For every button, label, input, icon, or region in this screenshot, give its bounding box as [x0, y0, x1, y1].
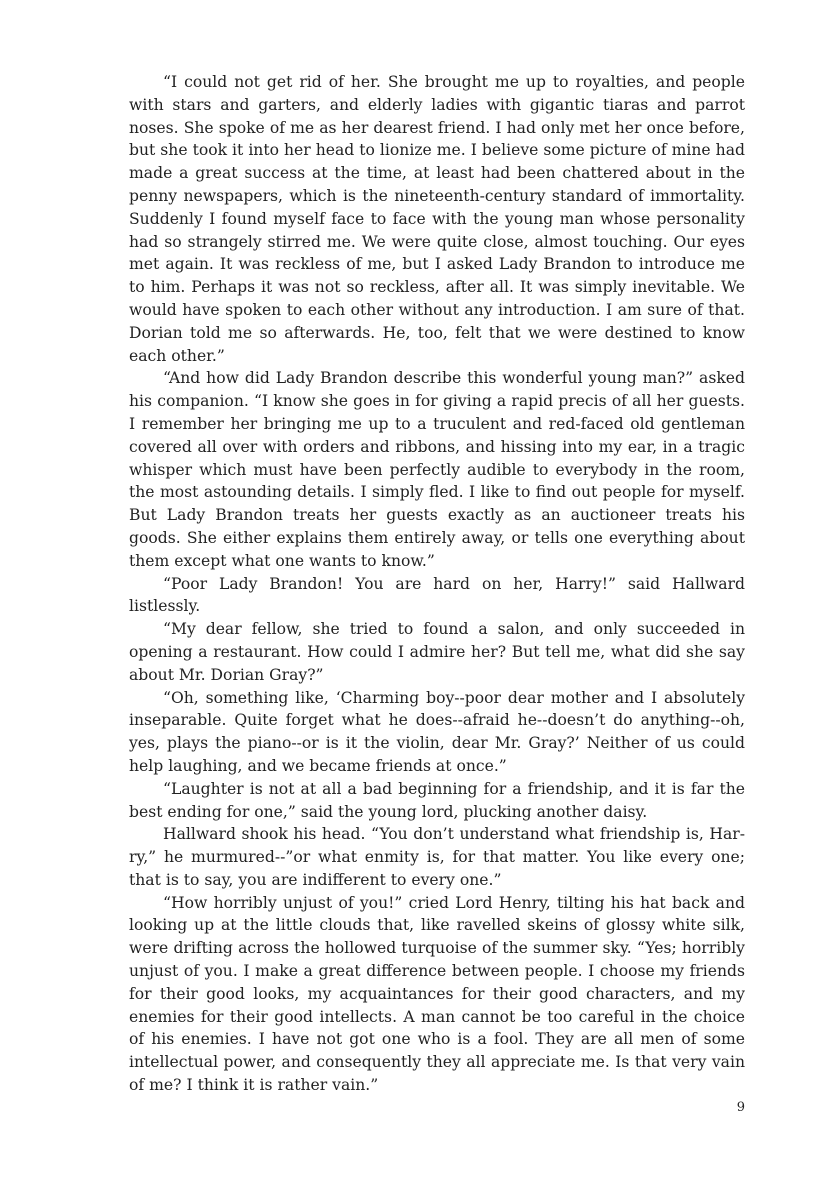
paragraph: Hallward shook his head. “You don’t understand what friendship is, Harry,” he murmured--”or what enmity is, for that matter. You like every one; that is to say, you are indifferent to every one.” [129, 825, 745, 889]
paragraph: “Laughter is not at all a bad beginning for a friendship, and it is far the best ending for one,” said the young lord, plucking another daisy. [129, 779, 745, 821]
page-number: 9 [736, 1100, 745, 1115]
paragraph: “Poor Lady Brandon! You are hard on her, Harry!” said Hallward listlessly. [129, 574, 745, 616]
paragraph: “How horribly unjust of you!” cried Lord Henry, tilting his hat back and looking up at the little clouds that, like ravelled skeins of glossy white silk, were drifting across the hollowed turquoise of the summer sky. “Yes; horribly unjust of you. I make a great difference between people. I choose my friends for their good looks, my acquaintances for their good characters, and my enemies for their good intellects. A man cannot be too careful in the choice of his enemies. I have not got one who is a fool. They are all men of some intellectual power, and consequently they all appreciate me. Is that very vain of me? I think it is rather vain.” [129, 893, 745, 1095]
paragraph: “I could not get rid of her. She brought me up to royalties, and people with stars and garters, and elderly ladies with gigantic tiaras and parrot noses. She spoke of me as her dearest friend. I had only met her once before, but she took it into her head to lionize me. I believe some picture of mine had made a great success at the time, at least had been chattered about in the penny newspapers, which is the nineteenth-century standard of immortality. Suddenly I found myself face to face with the young man whose personality had so strangely stirred me. We were quite close, almost touching. Our eyes met again. It was reckless of me, but I asked Lady Brandon to introduce me to him. Perhaps it was not so reckless, after all. It was simply inevitable. We would have spoken to each other without any introduction. I am sure of that. Dorian told me so afterwards. He, too, felt that we were destined to know each other.” [129, 73, 745, 365]
paragraph: “Oh, something like, ‘Charming boy--poor dear mother and I absolutely inseparable. Quite forget what he does--afraid he--doesn’t do anything--oh, yes, plays the piano--or is it the violin, dear Mr. Gray?’ Neither of us could help laughing, and we became friends at once.” [129, 688, 745, 775]
page-body [129, 71, 745, 1097]
paragraph: “And how did Lady Brandon describe this wonderful young man?” asked his companion. “I know she goes in for giving a rapid precis of all her guests. I remember her bringing me up to a truculent and red-faced old gentleman covered all over with orders and ribbons, and hissing into my ear, in a tragic whisper which must have been perfectly audible to everybody in the room, the most astounding details. I simply fled. I like to find out people for myself. But Lady Brandon treats her guests exactly as an auctioneer treats his goods. She either explains them entirely away, or tells one everything about them except what one wants to know.” [129, 369, 745, 570]
paragraph: “My dear fellow, she tried to found a salon, and only succeeded in opening a restaurant. How could I admire her? But tell me, what did she say about Mr. Dorian Gray?” [129, 620, 745, 684]
